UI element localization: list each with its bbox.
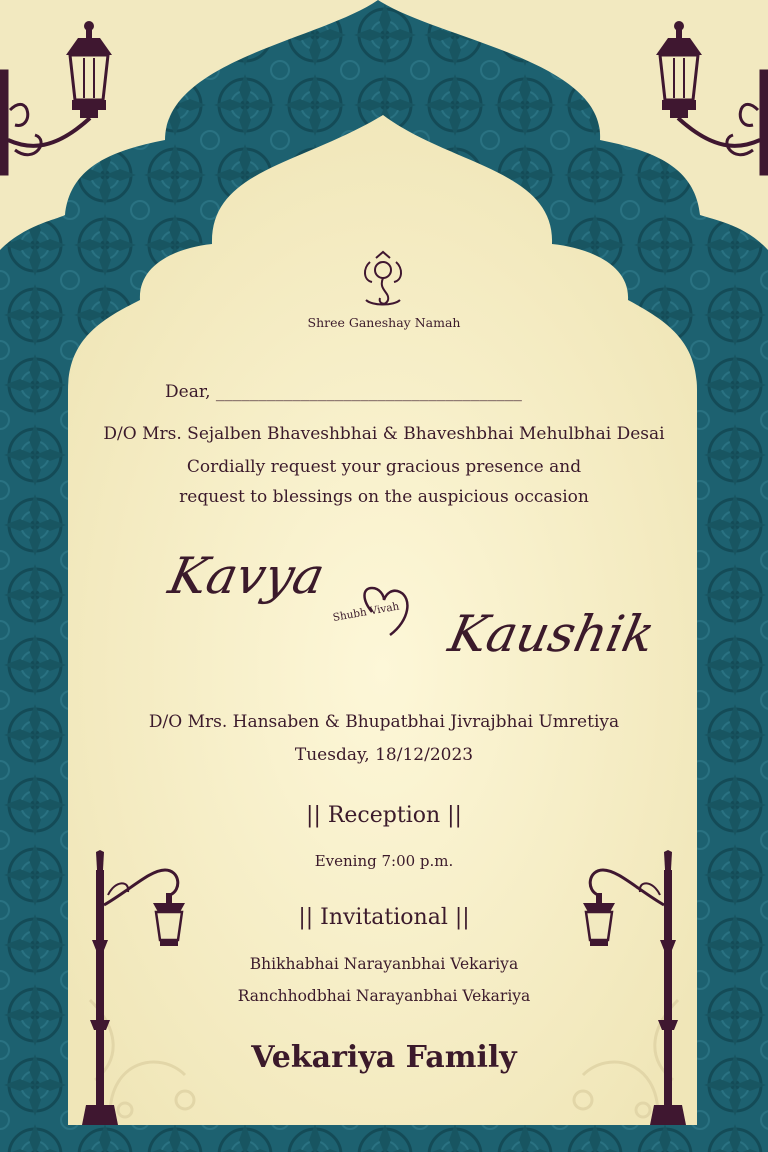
- groom-parents: D/O Mrs. Hansaben & Bhupatbhai Jivrajbhai Umretiya: [148, 712, 620, 732]
- invitational-title: || Invitational ||: [298, 905, 470, 930]
- request-line-1: Cordially request your gracious presence and: [186, 457, 582, 477]
- salutation-line: Dear, ____________________________________: [165, 382, 522, 402]
- bride-name: Kavya: [163, 547, 330, 605]
- reception-time: Evening 7:00 p.m.: [314, 852, 454, 870]
- heart-caption: Shubh Vivah: [331, 600, 401, 624]
- inviter-name: Ranchhodbhai Narayanbhai Vekariya: [237, 987, 531, 1005]
- family-name: Vekariya Family: [251, 1040, 517, 1075]
- invocation-text: Shree Ganeshay Namah: [307, 315, 461, 330]
- event-date: Tuesday, 18/12/2023: [294, 745, 474, 765]
- inviter-name: Bhikhabhai Narayanbhai Vekariya: [249, 955, 519, 973]
- bride-parents: D/O Mrs. Sejalben Bhaveshbhai & Bhaveshbhai Mehulbhai Desai: [103, 424, 665, 444]
- reception-title: || Reception ||: [306, 803, 462, 828]
- request-line-2: request to blessings on the auspicious occasion: [179, 487, 589, 507]
- groom-name: Kaushik: [443, 605, 660, 663]
